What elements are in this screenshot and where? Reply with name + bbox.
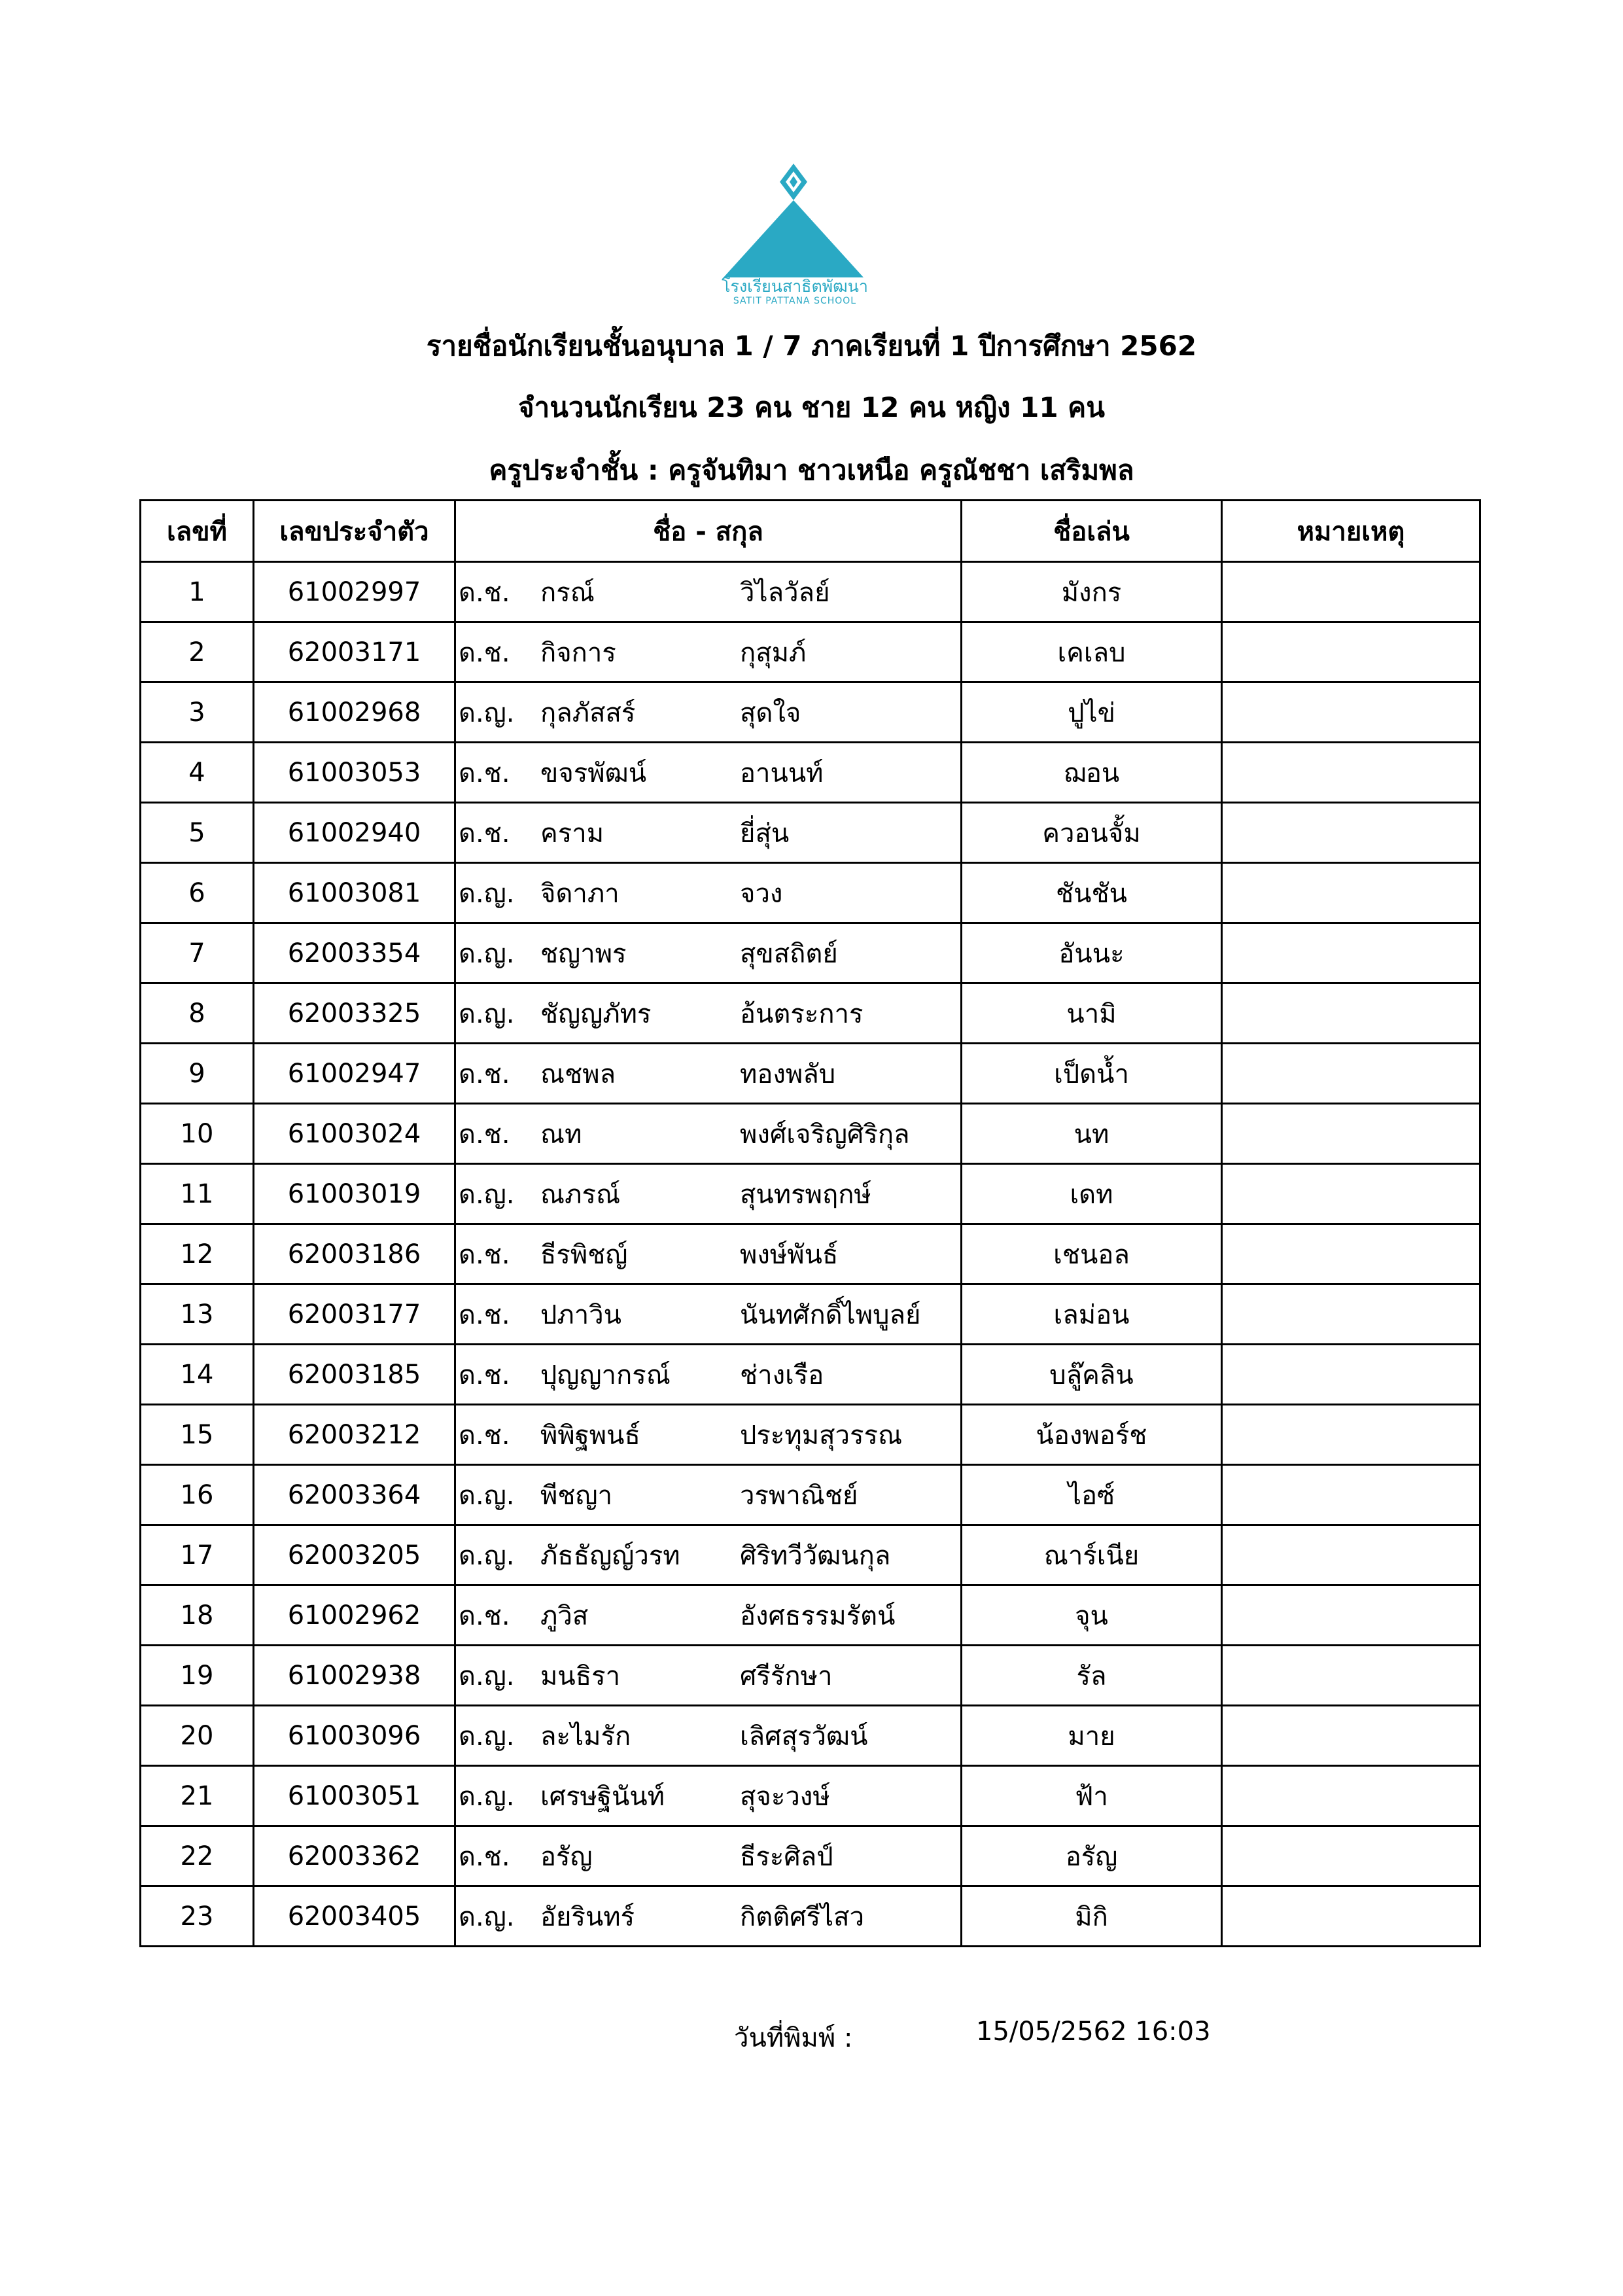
cell-student-id: 61003019 xyxy=(254,1164,455,1224)
cell-remarks xyxy=(1222,1405,1480,1465)
table-row xyxy=(141,682,1480,743)
first-name: กุลภัสสร์ xyxy=(540,698,636,728)
name-prefix: ด.ช. xyxy=(459,1059,510,1089)
cell-student-id: 61003096 xyxy=(254,1706,455,1766)
cell-remarks xyxy=(1222,863,1480,923)
name-prefix: ด.ญ. xyxy=(459,1179,515,1210)
cell-student-id: 62003364 xyxy=(254,1465,455,1525)
cell-number: 21 xyxy=(141,1766,254,1826)
cell-remarks xyxy=(1222,1284,1480,1345)
first-name: ชัญญภัทร xyxy=(540,998,652,1029)
cell-number: 13 xyxy=(141,1284,254,1345)
first-name: ภูวิส xyxy=(540,1600,589,1631)
first-name: ปภาวิน xyxy=(540,1299,622,1330)
name-prefix: ด.ช. xyxy=(459,637,510,668)
name-prefix: ด.ญ. xyxy=(459,1540,515,1571)
name-prefix: ด.ช. xyxy=(459,1239,510,1270)
cell-number: 7 xyxy=(141,923,254,983)
cell-nickname: นท xyxy=(962,1104,1222,1164)
cell-nickname: ณาร์เนีย xyxy=(962,1525,1222,1585)
cell-number: 20 xyxy=(141,1706,254,1766)
cell-number: 4 xyxy=(141,743,254,803)
table-row xyxy=(141,1405,1480,1465)
cell-full-name xyxy=(455,983,962,1044)
table-row xyxy=(141,863,1480,923)
name-prefix: ด.ช. xyxy=(459,577,510,608)
last-name: จวง xyxy=(740,878,783,909)
first-name: ปุญญากรณ์ xyxy=(540,1360,671,1390)
cell-full-name xyxy=(455,1224,962,1284)
cell-remarks xyxy=(1222,1585,1480,1646)
cell-nickname: มังกร xyxy=(962,562,1222,622)
last-name: สุจะวงษ์ xyxy=(740,1781,830,1812)
cell-remarks xyxy=(1222,1525,1480,1585)
name-prefix: ด.ญ. xyxy=(459,698,515,728)
table-row xyxy=(141,1525,1480,1585)
cell-nickname: เลม่อน xyxy=(962,1284,1222,1345)
name-prefix: ด.ช. xyxy=(459,758,510,788)
cell-remarks xyxy=(1222,562,1480,622)
first-name: ขจรพัฒน์ xyxy=(540,758,647,788)
cell-remarks xyxy=(1222,743,1480,803)
name-prefix: ด.ช. xyxy=(459,1119,510,1150)
cell-full-name xyxy=(455,562,962,622)
first-name: ธีรพิชญ์ xyxy=(540,1239,628,1270)
first-name: อัยรินทร์ xyxy=(540,1901,635,1932)
cell-remarks xyxy=(1222,1224,1480,1284)
last-name: เลิศสุรวัฒน์ xyxy=(740,1721,868,1752)
cell-remarks xyxy=(1222,1886,1480,1947)
column-header-nickname: ชื่อเล่น xyxy=(962,501,1222,562)
last-name: นันทศักดิ์ไพบูลย์ xyxy=(740,1299,921,1330)
cell-number: 1 xyxy=(141,562,254,622)
cell-full-name xyxy=(455,1646,962,1706)
first-name: กรณ์ xyxy=(540,577,595,608)
cell-full-name xyxy=(455,622,962,682)
cell-nickname: ฌอน xyxy=(962,743,1222,803)
cell-nickname: นามิ xyxy=(962,983,1222,1044)
cell-remarks xyxy=(1222,1766,1480,1826)
cell-nickname: เป็ดน้ำ xyxy=(962,1044,1222,1104)
first-name: เศรษฐินันท์ xyxy=(540,1781,665,1812)
cell-nickname: ฟ้า xyxy=(962,1766,1222,1826)
first-name: ณชพล xyxy=(540,1059,616,1089)
table-row xyxy=(141,1706,1480,1766)
first-name: พีชญา xyxy=(540,1480,613,1511)
last-name: อ้นตระการ xyxy=(740,998,864,1029)
cell-nickname: บลู๊คลิน xyxy=(962,1345,1222,1405)
cell-full-name xyxy=(455,1525,962,1585)
table-row xyxy=(141,983,1480,1044)
cell-number: 18 xyxy=(141,1585,254,1646)
cell-full-name xyxy=(455,1766,962,1826)
cell-full-name xyxy=(455,1706,962,1766)
table-row xyxy=(141,1044,1480,1104)
cell-number: 15 xyxy=(141,1405,254,1465)
cell-student-id: 61002940 xyxy=(254,803,455,863)
first-name: มนธิรา xyxy=(540,1661,621,1691)
last-name: กิตติศรีไสว xyxy=(740,1901,865,1932)
name-prefix: ด.ช. xyxy=(459,1360,510,1390)
cell-number: 22 xyxy=(141,1826,254,1886)
last-name: ช่างเรือ xyxy=(740,1360,824,1390)
name-prefix: ด.ญ. xyxy=(459,938,515,969)
cell-number: 3 xyxy=(141,682,254,743)
cell-remarks xyxy=(1222,682,1480,743)
cell-full-name xyxy=(455,1284,962,1345)
cell-nickname: เคเลบ xyxy=(962,622,1222,682)
document-title: รายชื่อนักเรียนชั้นอนุบาล 1 / 7 ภาคเรียนที่ 1 ปีการศึกษา 2562 xyxy=(426,330,1197,362)
cell-remarks xyxy=(1222,983,1480,1044)
table-row xyxy=(141,1826,1480,1886)
last-name: ศิริทวีวัฒนกุล xyxy=(740,1540,891,1571)
cell-student-id: 61002997 xyxy=(254,562,455,622)
first-name: พิพิฐพนธ์ xyxy=(540,1420,640,1451)
table-row xyxy=(141,622,1480,682)
logo-school-name-th: โรงเรียนสาธิตพัฒนา xyxy=(722,277,868,296)
cell-student-id: 62003171 xyxy=(254,622,455,682)
cell-nickname: เชนอล xyxy=(962,1224,1222,1284)
table-header-row xyxy=(141,501,1480,562)
cell-student-id: 61002947 xyxy=(254,1044,455,1104)
last-name: สุนทรพฤกษ์ xyxy=(740,1179,871,1210)
table-row xyxy=(141,1104,1480,1164)
roster-body xyxy=(141,562,1480,1947)
cell-student-id: 62003405 xyxy=(254,1886,455,1947)
first-name: กิจการ xyxy=(540,637,616,668)
first-name: ณภรณ์ xyxy=(540,1179,621,1210)
last-name: ธีระศิลป์ xyxy=(740,1841,833,1872)
cell-full-name xyxy=(455,923,962,983)
cell-student-id: 62003362 xyxy=(254,1826,455,1886)
cell-student-id: 61002962 xyxy=(254,1585,455,1646)
last-name: สุขสถิตย์ xyxy=(740,938,838,969)
cell-number: 10 xyxy=(141,1104,254,1164)
cell-remarks xyxy=(1222,1706,1480,1766)
last-name: อานนท์ xyxy=(740,758,824,788)
cell-student-id: 62003186 xyxy=(254,1224,455,1284)
table-row xyxy=(141,1345,1480,1405)
cell-number: 12 xyxy=(141,1224,254,1284)
cell-full-name xyxy=(455,1164,962,1224)
column-header-number: เลขที่ xyxy=(141,501,254,562)
cell-full-name xyxy=(455,1104,962,1164)
cell-student-id: 62003177 xyxy=(254,1284,455,1345)
student-roster-table xyxy=(139,499,1481,1947)
table-row xyxy=(141,1886,1480,1947)
cell-remarks xyxy=(1222,1465,1480,1525)
name-prefix: ด.ญ. xyxy=(459,1721,515,1752)
cell-student-id: 61003051 xyxy=(254,1766,455,1826)
cell-number: 9 xyxy=(141,1044,254,1104)
first-name: ณท xyxy=(540,1119,582,1150)
cell-nickname: น้องพอร์ช xyxy=(962,1405,1222,1465)
column-header-full-name: ชื่อ - สกุล xyxy=(455,501,962,562)
cell-student-id: 62003185 xyxy=(254,1345,455,1405)
column-header-student-id: เลขประจำตัว xyxy=(254,501,455,562)
cell-nickname: ชันชัน xyxy=(962,863,1222,923)
table-row xyxy=(141,803,1480,863)
cell-full-name xyxy=(455,1886,962,1947)
logo-school-name-en: SATIT PATTANA SCHOOL xyxy=(733,296,857,306)
cell-nickname: เดท xyxy=(962,1164,1222,1224)
cell-student-id: 61003053 xyxy=(254,743,455,803)
student-count: จำนวนนักเรียน 23 คน ชาย 12 คน หญิง 11 คน xyxy=(518,391,1105,423)
table-row xyxy=(141,1164,1480,1224)
name-prefix: ด.ญ. xyxy=(459,1901,515,1932)
homeroom-teachers: ครูประจำชั้น : ครูจันทิมา ชาวเหนือ ครูณัชชา เสริมพล xyxy=(489,454,1134,486)
cell-full-name xyxy=(455,682,962,743)
cell-full-name xyxy=(455,1465,962,1525)
cell-nickname: ปูไข่ xyxy=(962,682,1222,743)
first-name: คราม xyxy=(540,818,604,849)
cell-nickname: มาย xyxy=(962,1706,1222,1766)
print-date-value: 15/05/2562 16:03 xyxy=(976,2017,1211,2047)
cell-student-id: 62003205 xyxy=(254,1525,455,1585)
print-date-label: วันที่พิมพ์ : xyxy=(734,2023,853,2053)
cell-remarks xyxy=(1222,1826,1480,1886)
cell-remarks xyxy=(1222,1164,1480,1224)
cell-remarks xyxy=(1222,1345,1480,1405)
cell-number: 6 xyxy=(141,863,254,923)
cell-student-id: 61003081 xyxy=(254,863,455,923)
cell-nickname: อันนะ xyxy=(962,923,1222,983)
name-prefix: ด.ญ. xyxy=(459,1661,515,1691)
last-name: ศรีรักษา xyxy=(740,1661,833,1691)
last-name: วิไลวัลย์ xyxy=(740,577,830,608)
cell-remarks xyxy=(1222,923,1480,983)
cell-remarks xyxy=(1222,1646,1480,1706)
cell-number: 2 xyxy=(141,622,254,682)
table-row xyxy=(141,743,1480,803)
cell-nickname: มิกิ xyxy=(962,1886,1222,1947)
cell-remarks xyxy=(1222,1044,1480,1104)
name-prefix: ด.ญ. xyxy=(459,998,515,1029)
cell-full-name xyxy=(455,1345,962,1405)
table-row xyxy=(141,1766,1480,1826)
cell-number: 19 xyxy=(141,1646,254,1706)
last-name: พงศ์เจริญศิริกุล xyxy=(740,1119,910,1150)
column-header-remarks: หมายเหตุ xyxy=(1222,501,1480,562)
cell-student-id: 62003354 xyxy=(254,923,455,983)
table-row xyxy=(141,1585,1480,1646)
cell-student-id: 61002938 xyxy=(254,1646,455,1706)
cell-student-id: 61003024 xyxy=(254,1104,455,1164)
cell-number: 14 xyxy=(141,1345,254,1405)
name-prefix: ด.ช. xyxy=(459,1600,510,1631)
last-name: ยี่สุ่น xyxy=(740,818,790,849)
table-row xyxy=(141,1284,1480,1345)
table-row xyxy=(141,923,1480,983)
cell-nickname: อรัญ xyxy=(962,1826,1222,1886)
table-row xyxy=(141,562,1480,622)
first-name: ภัธธัญญ์วรท xyxy=(540,1540,680,1571)
cell-student-id: 62003325 xyxy=(254,983,455,1044)
cell-nickname: รัล xyxy=(962,1646,1222,1706)
cell-full-name xyxy=(455,1585,962,1646)
name-prefix: ด.ช. xyxy=(459,1420,510,1451)
cell-full-name xyxy=(455,1826,962,1886)
cell-full-name xyxy=(455,803,962,863)
cell-nickname: จุน xyxy=(962,1585,1222,1646)
name-prefix: ด.ช. xyxy=(459,1841,510,1872)
cell-full-name xyxy=(455,1044,962,1104)
last-name: ประทุมสุวรรณ xyxy=(740,1420,903,1451)
table-row xyxy=(141,1465,1480,1525)
logo-triangle xyxy=(724,200,864,277)
cell-nickname: ไอซ์ xyxy=(962,1465,1222,1525)
name-prefix: ด.ช. xyxy=(459,818,510,849)
table-row xyxy=(141,1646,1480,1706)
name-prefix: ด.ช. xyxy=(459,1299,510,1330)
cell-full-name xyxy=(455,1405,962,1465)
first-name: ละไมรัก xyxy=(540,1721,631,1752)
cell-nickname: ควอนจั้ม xyxy=(962,803,1222,863)
last-name: อังศธรรมรัตน์ xyxy=(740,1600,896,1631)
name-prefix: ด.ญ. xyxy=(459,878,515,909)
first-name: ชญาพร xyxy=(540,938,627,969)
cell-number: 16 xyxy=(141,1465,254,1525)
last-name: สุดใจ xyxy=(740,698,801,728)
name-prefix: ด.ญ. xyxy=(459,1781,515,1812)
cell-number: 11 xyxy=(141,1164,254,1224)
cell-student-id: 61002968 xyxy=(254,682,455,743)
cell-full-name xyxy=(455,743,962,803)
first-name: จิดาภา xyxy=(540,878,620,909)
first-name: อรัญ xyxy=(540,1841,593,1872)
cell-number: 8 xyxy=(141,983,254,1044)
table-row xyxy=(141,1224,1480,1284)
last-name: ทองพลับ xyxy=(740,1059,836,1089)
last-name: กุสุมภ์ xyxy=(740,637,807,668)
cell-remarks xyxy=(1222,803,1480,863)
last-name: วรพาณิชย์ xyxy=(740,1480,858,1511)
cell-remarks xyxy=(1222,1104,1480,1164)
cell-remarks xyxy=(1222,622,1480,682)
cell-full-name xyxy=(455,863,962,923)
last-name: พงษ์พันธ์ xyxy=(740,1239,839,1270)
cell-number: 23 xyxy=(141,1886,254,1947)
cell-number: 5 xyxy=(141,803,254,863)
cell-student-id: 62003212 xyxy=(254,1405,455,1465)
name-prefix: ด.ญ. xyxy=(459,1480,515,1511)
cell-number: 17 xyxy=(141,1525,254,1585)
